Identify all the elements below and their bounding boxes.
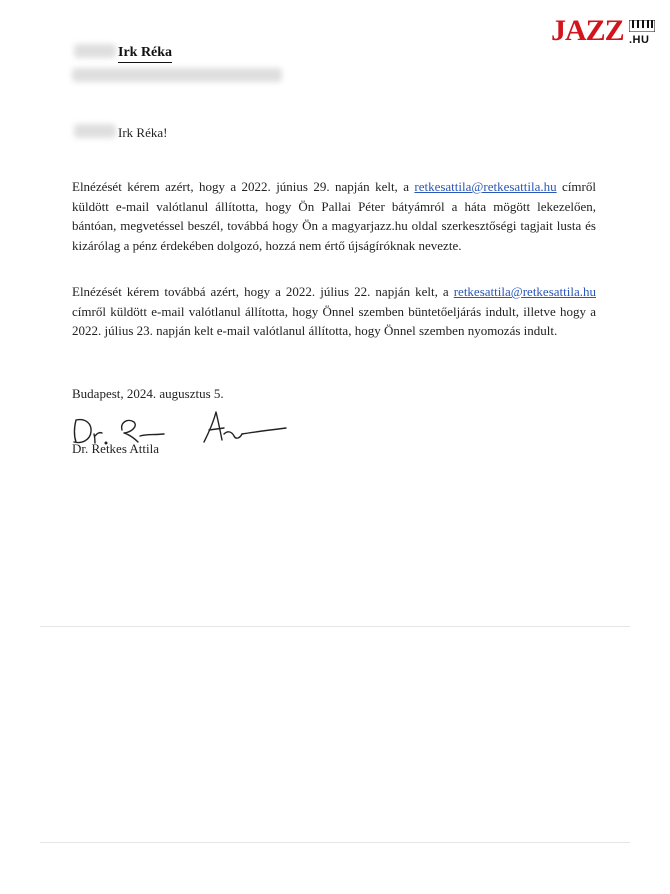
apology-paragraph-1 — [72, 177, 596, 255]
scan-artifact-line — [40, 842, 630, 843]
paragraph-text: Elnézését kérem továbbá azért, hogy a 2022. július 22. napján kelt, a — [72, 284, 454, 299]
paragraph-text: címről küldött e-mail valótlanul állította, hogy Ön Pallai Péter bátyámról a háta mögött lekezelően, bántóan, megvetéssel beszél, továbbá hogy Ön a magyarjazz.hu oldal szerkesztőségi tagjait lusta és kizárólag a pénz érdekében dolgozó, hozzá nem értő újságíróknak nevezte. — [72, 179, 596, 253]
paragraph-text: Elnézését kérem azért, hogy a 2022. június 29. napján kelt, a — [72, 179, 415, 194]
place-and-date: Budapest, 2024. augusztus 5. — [72, 386, 224, 401]
scan-artifact-line — [40, 626, 630, 627]
paragraph-text: címről küldött e-mail valótlanul állította, hogy Önnel szemben büntetőeljárás indult, illetve hogy a 2022. július 23. napján kelt e-mail valótlanul állította, hogy Önnel szemben nyomozás indult. — [72, 303, 596, 338]
logo-tld: .HU — [629, 34, 650, 46]
redacted-greeting-title — [74, 124, 116, 138]
signer-name: Dr. Retkes Attila — [72, 441, 160, 456]
addressee-name: Irk Réka — [118, 45, 172, 63]
greeting: Irk Réka! — [118, 125, 168, 140]
email-link[interactable]: retkesattila@retkesattila.hu — [414, 179, 557, 194]
redacted-address — [72, 68, 282, 82]
logo-wordmark: JAZZ — [551, 14, 624, 47]
redacted-title — [74, 44, 116, 58]
piano-keys-icon — [629, 20, 655, 32]
apology-paragraph-2 — [72, 282, 596, 341]
email-link[interactable]: retkesattila@retkesattila.hu — [453, 284, 596, 299]
jazz-hu-logo — [551, 14, 659, 48]
